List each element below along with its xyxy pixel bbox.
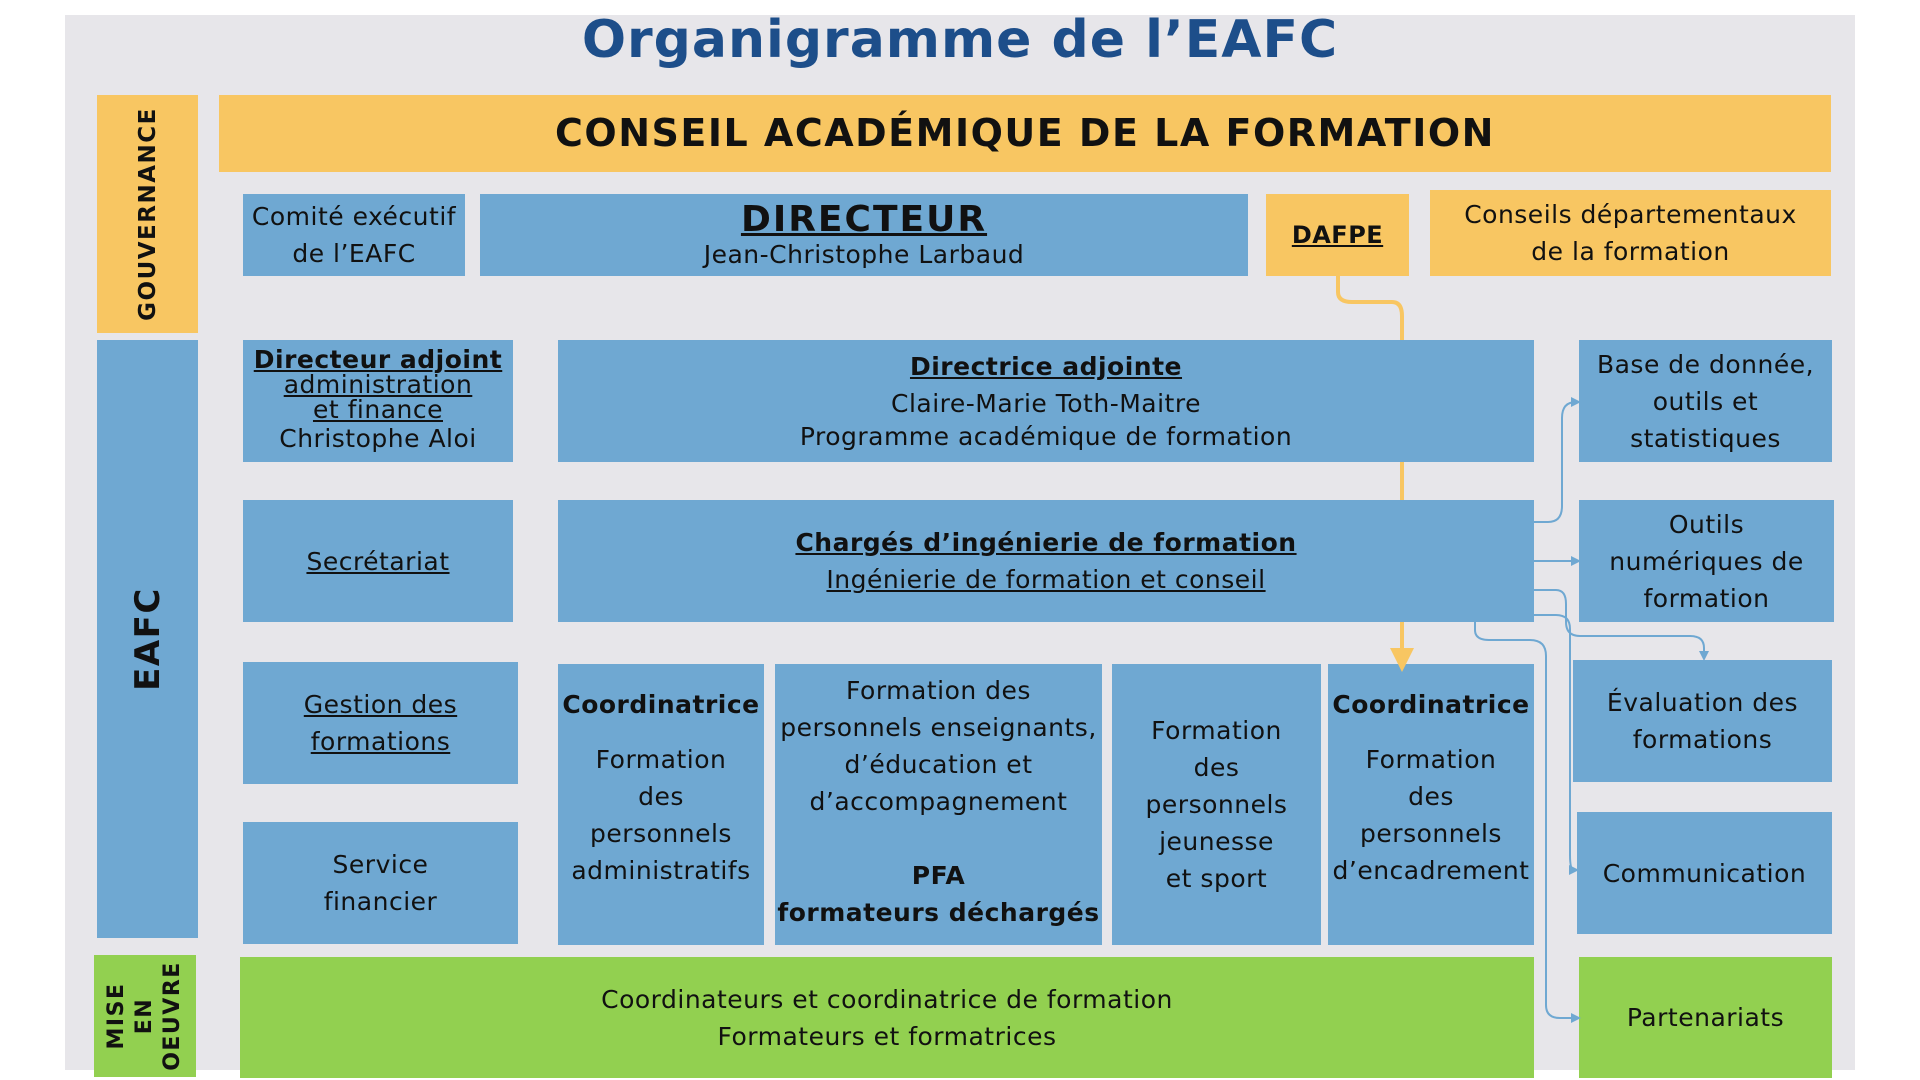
- conseil-academique-text: CONSEIL ACADÉMIQUE DE LA FORMATION: [555, 111, 1495, 155]
- form-jeu-line-2: des: [1193, 753, 1240, 782]
- coord-enc-line-3: personnels: [1360, 819, 1502, 848]
- connector-to-base: [1534, 402, 1576, 522]
- service-line-2: financier: [323, 887, 438, 916]
- dafpe-text: DAFPE: [1291, 220, 1384, 249]
- directrice-adjointe-title: Directrice adjointe: [909, 351, 1183, 381]
- mise-en-oeuvre-line-2: EN: [132, 997, 157, 1035]
- outils-line-2: numériques de: [1609, 546, 1804, 576]
- eafc-text: EAFC: [127, 587, 168, 691]
- evaluation-line-2: formations: [1632, 725, 1773, 754]
- comite-line-1: Comité exécutif: [251, 202, 457, 231]
- partenariats-text: Partenariats: [1626, 1003, 1785, 1032]
- form-jeu-line-1: Formation: [1151, 716, 1282, 745]
- gestion-line-2: formations: [310, 727, 451, 756]
- dafpe-connector: [1338, 276, 1402, 340]
- coord-enc-line-1: Formation: [1365, 745, 1497, 774]
- outils-line-3: formation: [1643, 583, 1770, 613]
- mise-en-oeuvre-line-b: Formateurs et formatrices: [717, 1021, 1057, 1051]
- evaluation-line-1: Évaluation des: [1606, 688, 1799, 717]
- directrice-adjointe-role: Programme académique de formation: [799, 421, 1293, 451]
- directeur-adjoint-title: Directeur adjoint: [253, 344, 503, 374]
- coord-admin-line-3: personnels: [590, 819, 732, 848]
- communication-text: Communication: [1602, 858, 1807, 888]
- connector-to-partenariats: [1475, 622, 1576, 1018]
- gouvernance-text: GOUVERNANCE: [134, 107, 161, 321]
- form-ens-pfa-sub: formateurs déchargés: [777, 898, 1100, 927]
- gestion-line-1: Gestion des: [303, 690, 458, 719]
- directrice-adjointe-name: Claire-Marie Toth-Maitre: [891, 388, 1201, 418]
- connector-to-communication: [1534, 615, 1574, 870]
- directeur-name: Jean-Christophe Larbaud: [703, 240, 1025, 269]
- service-line-1: Service: [332, 850, 429, 879]
- coord-admin-line-1: Formation: [595, 745, 727, 774]
- conseils-line-1: Conseils départementaux: [1464, 200, 1797, 229]
- coord-enc-line-2: des: [1408, 782, 1454, 811]
- form-jeu-line-3: personnels: [1145, 790, 1288, 819]
- form-jeu-line-5: et sport: [1165, 864, 1268, 893]
- form-ens-line-1: Formation des: [846, 676, 1031, 705]
- directeur-adjoint-sub-2: et finance: [312, 394, 443, 424]
- outils-line-1: Outils: [1668, 509, 1745, 539]
- form-jeu-line-4: jeunesse: [1159, 827, 1274, 856]
- secretariat-text: Secrétariat: [306, 546, 450, 576]
- charges-title: Chargés d’ingénierie de formation: [795, 528, 1297, 557]
- page-title: Organigramme de l’EAFC: [581, 10, 1339, 70]
- base-line-1: Base de donnée,: [1596, 349, 1815, 379]
- base-line-2: outils et: [1652, 386, 1759, 416]
- form-ens-line-4: d’accompagnement: [809, 787, 1068, 816]
- coord-enc-title: Coordinatrice: [1332, 690, 1530, 719]
- coord-admin-line-4: administratifs: [571, 856, 751, 885]
- mise-en-oeuvre-line-1: MISE: [104, 982, 129, 1050]
- mise-en-oeuvre-line-3: OEUVRE: [160, 961, 185, 1071]
- directeur-title: DIRECTEUR: [740, 199, 988, 240]
- form-ens-pfa: PFA: [911, 861, 966, 890]
- base-line-3: statistiques: [1630, 423, 1781, 453]
- coord-admin-title: Coordinatrice: [562, 690, 760, 719]
- form-ens-line-3: d’éducation et: [844, 750, 1033, 779]
- coord-admin-line-2: des: [638, 782, 684, 811]
- directeur-adjoint-sub-1: administration: [283, 369, 473, 399]
- conseils-line-2: de la formation: [1531, 237, 1730, 266]
- comite-line-2: de l’EAFC: [292, 239, 416, 268]
- directeur-adjoint-name: Christophe Aloi: [279, 423, 477, 453]
- coord-enc-line-4: d’encadrement: [1332, 856, 1530, 885]
- form-ens-line-2: personnels enseignants,: [780, 713, 1097, 742]
- connector-to-evaluation: [1534, 590, 1704, 656]
- charges-sub: Ingénierie de formation et conseil: [826, 565, 1266, 594]
- mise-en-oeuvre-line-a: Coordinateurs et coordinatrice de formation: [601, 984, 1173, 1014]
